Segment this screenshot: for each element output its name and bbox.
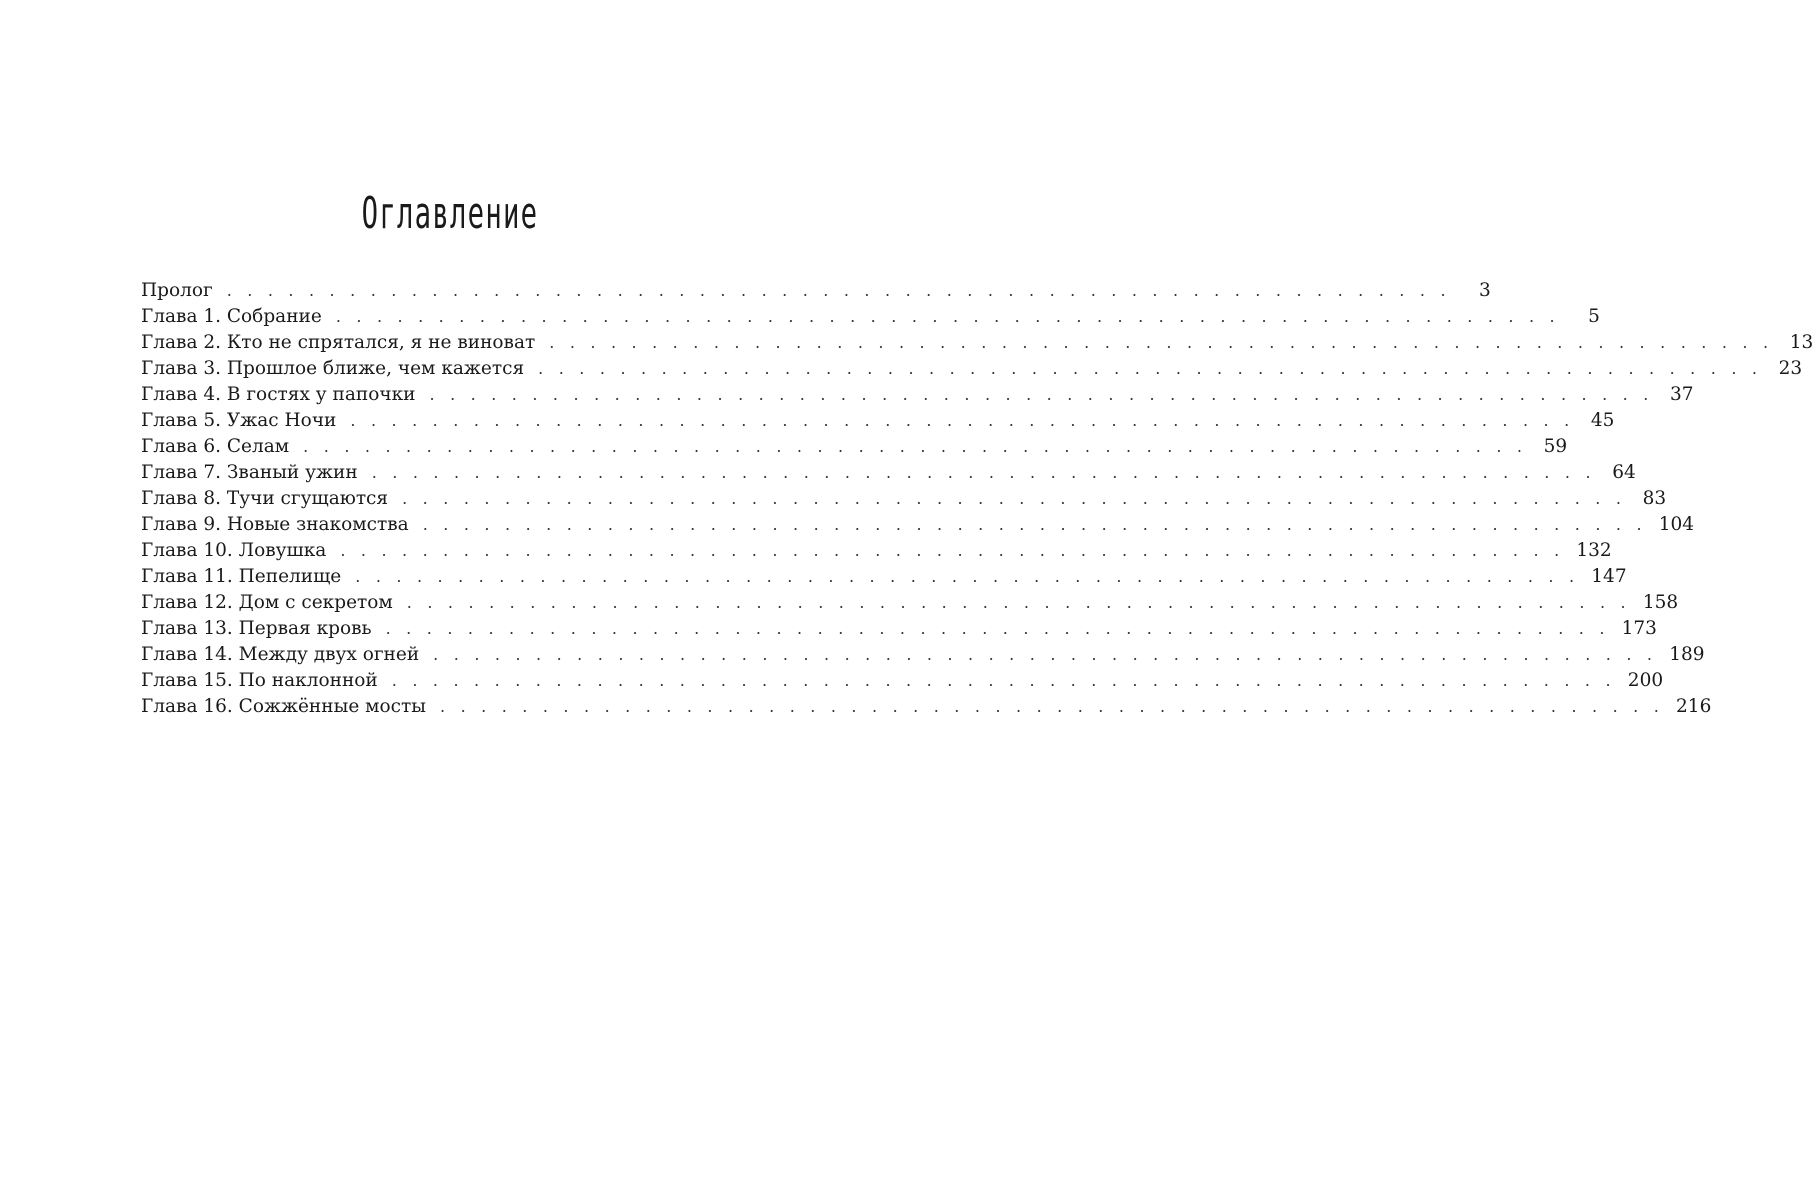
toc-entry[interactable] (141, 382, 1694, 408)
toc-entry[interactable] (141, 616, 1657, 642)
dot-leader: . . . . . . . . . . . . . . . . . . . . . . . . . . . . . . . . . . . . . . . . . . . . . . . . . . . . . . . . . . . . (391, 671, 1616, 690)
chapter-title: Глава 2. Кто не спрятался, я не виноват (141, 332, 536, 353)
page-number: 45 (1590, 410, 1615, 431)
chapter-title: Пролог (141, 280, 213, 301)
toc-entry[interactable] (141, 278, 1491, 304)
page-number: 83 (1642, 488, 1667, 509)
chapter-title: Глава 1. Собрание (141, 306, 322, 327)
chapter-title: Глава 11. Пепелище (141, 566, 342, 587)
page-number: 200 (1627, 670, 1664, 691)
page-number: 147 (1591, 566, 1627, 587)
dot-leader: . . . . . . . . . . . . . . . . . . . . . . . . . . . . . . . . . . . . . . . . . . . . . . . . . . . . . . . . . . . . (422, 515, 1647, 534)
dot-leader: . . . . . . . . . . . . . . . . . . . . . . . . . . . . . . . . . . . . . . . . . . . . . . . . . . . . . . . . . . . . (303, 437, 1528, 456)
page-number: 64 (1612, 462, 1636, 483)
dot-leader: . . . . . . . . . . . . . . . . . . . . . . . . . . . . . . . . . . . . . . . . . . . . . . . . . . . . . . . . . . . . (549, 333, 1774, 352)
dot-leader: . . . . . . . . . . . . . . . . . . . . . . . . . . . . . . . . . . . . . . . . . . . . . . . . . . . . . . . . . . . . (433, 645, 1658, 664)
dot-leader: . . . . . . . . . . . . . . . . . . . . . . . . . . . . . . . . . . . . . . . . . . . . . . . . . . . . . . . . . . . . (350, 411, 1575, 430)
page-number: 132 (1576, 540, 1612, 561)
dot-leader: . . . . . . . . . . . . . . . . . . . . . . . . . . . . . . . . . . . . . . . . . . . . . . . . . . . . . . . . . . . . (429, 385, 1654, 404)
dot-leader: . . . . . . . . . . . . . . . . . . . . . . . . . . . . . . . . . . . . . . . . . . . . . . . . . . . . . . . . . . . . (385, 619, 1610, 638)
dot-leader: . . . . . . . . . . . . . . . . . . . . . . . . . . . . . . . . . . . . . . . . . . . . . . . . . . . . . . . . . . . . (340, 541, 1565, 560)
table-of-contents (141, 278, 1813, 720)
chapter-title: Глава 10. Ловушка (141, 540, 327, 561)
page-number: 13 (1789, 332, 1813, 353)
page-number: 5 (1588, 306, 1600, 327)
dot-leader: . . . . . . . . . . . . . . . . . . . . . . . . . . . . . . . . . . . . . . . . . . . . . . . . . . . . . . . . . . . . (402, 489, 1627, 508)
toc-entry[interactable] (141, 460, 1636, 486)
chapter-title: Глава 9. Новые знакомства (141, 514, 409, 535)
chapter-title: Глава 12. Дом с секретом (141, 592, 393, 613)
dot-leader: . . . . . . . . . . . . . . . . . . . . . . . . . . . . . . . . . . . . . . . . . . . . . . . . . . . . . . . . . . . . (406, 593, 1631, 612)
page-number: 59 (1543, 436, 1568, 457)
toc-entry[interactable] (141, 304, 1600, 330)
toc-entry[interactable] (141, 512, 1695, 538)
toc-entry[interactable] (141, 330, 1813, 356)
dot-leader: . . . . . . . . . . . . . . . . . . . . . . . . . . . . . . . . . . . . . . . . . . . . . . . . . . . . . . . . . . . . (440, 697, 1665, 716)
toc-entry[interactable] (141, 486, 1667, 512)
chapter-title: Глава 7. Званый ужин (141, 462, 358, 483)
page-number: 173 (1621, 618, 1657, 639)
toc-entry[interactable] (141, 642, 1705, 668)
chapter-title: Глава 14. Между двух огней (141, 644, 420, 665)
chapter-title: Глава 13. Первая кровь (141, 618, 372, 639)
chapter-title: Глава 3. Прошлое ближе, чем кажется (141, 358, 525, 379)
dot-leader: . . . . . . . . . . . . . . . . . . . . . . . . . . . . . . . . . . . . . . . . . . . . . . . . . . . . . . . . . . . . (355, 567, 1580, 586)
toc-entry[interactable] (141, 434, 1568, 460)
toc-entry[interactable] (141, 538, 1612, 564)
toc-entry[interactable] (141, 356, 1803, 382)
chapter-title: Глава 8. Тучи сгущаются (141, 488, 389, 509)
toc-entry[interactable] (141, 590, 1679, 616)
dot-leader: . . . . . . . . . . . . . . . . . . . . . . . . . . . . . . . . . . . . . . . . . . . . . . . . . . . . . . . . . . . . (335, 307, 1560, 326)
dot-leader: . . . . . . . . . . . . . . . . . . . . . . . . . . . . . . . . . . . . . . . . . . . . . . . . . . . . . . . . . . . . (371, 463, 1596, 482)
page-number: 104 (1658, 514, 1695, 535)
page-title: Оглавление (361, 188, 539, 239)
dot-leader: . . . . . . . . . . . . . . . . . . . . . . . . . . . . . . . . . . . . . . . . . . . . . . . . . . . . . . . . . . . . (538, 359, 1763, 378)
dot-leader: . . . . . . . . . . . . . . . . . . . . . . . . . . . . . . . . . . . . . . . . . . . . . . . . . . . . . . . . . . . . (226, 281, 1451, 300)
page-number: 23 (1778, 358, 1803, 379)
toc-entry[interactable] (141, 408, 1615, 434)
page-number: 158 (1642, 592, 1679, 613)
page-number: 37 (1669, 384, 1694, 405)
toc-entry[interactable] (141, 564, 1627, 590)
chapter-title: Глава 5. Ужас Ночи (141, 410, 337, 431)
chapter-title: Глава 16. Сожжённые мосты (141, 696, 426, 717)
page-number: 189 (1669, 644, 1705, 665)
chapter-title: Глава 6. Селам (141, 436, 290, 457)
toc-entry[interactable] (141, 668, 1664, 694)
chapter-title: Глава 4. В гостях у папочки (141, 384, 416, 405)
page-number: 216 (1676, 696, 1712, 717)
toc-entry[interactable] (141, 694, 1712, 720)
page-number: 3 (1478, 280, 1491, 301)
chapter-title: Глава 15. По наклонной (141, 670, 378, 691)
